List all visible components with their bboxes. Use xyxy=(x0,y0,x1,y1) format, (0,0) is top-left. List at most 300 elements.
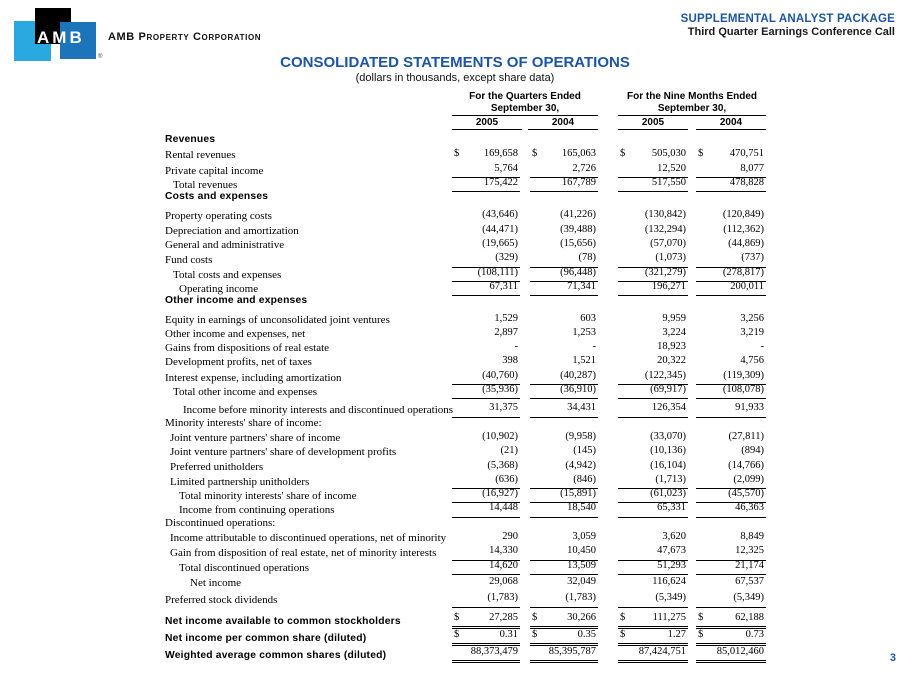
cell-value: 67,311 xyxy=(489,280,518,292)
value-cell xyxy=(530,628,598,646)
cell-value: (1,713) xyxy=(655,473,686,485)
value-cell xyxy=(530,401,598,417)
value-cell xyxy=(618,591,688,607)
cell-value: (96,448) xyxy=(560,266,596,278)
value-cell xyxy=(696,628,766,646)
row-label: Gain from disposition of real estate, net of minority interests xyxy=(170,547,437,560)
value-cell xyxy=(452,208,520,223)
value-cell xyxy=(452,354,520,369)
value-cell xyxy=(696,383,766,399)
cell-value: (44,471) xyxy=(482,223,518,235)
header-right xyxy=(681,13,895,38)
cell-value: (278,817) xyxy=(722,266,764,278)
value-cell xyxy=(696,326,766,341)
cell-value: (14,766) xyxy=(728,459,764,471)
value-cell xyxy=(452,611,520,629)
table-row xyxy=(165,223,766,237)
dollar-sign: $ xyxy=(698,148,704,160)
value-cell xyxy=(618,645,688,663)
cell-value: 14,620 xyxy=(489,559,518,571)
value-cell xyxy=(696,459,766,474)
cell-value: 34,431 xyxy=(567,402,596,414)
cell-value: (10,136) xyxy=(650,445,686,457)
year-header: 2004 xyxy=(696,117,766,130)
value-cell xyxy=(618,430,688,445)
cell-value: 21,174 xyxy=(735,559,764,571)
table-row xyxy=(165,575,766,589)
cell-value: (1,783) xyxy=(487,592,518,604)
cell-value: 505,030 xyxy=(651,148,686,160)
row-label: Rental revenues xyxy=(165,149,236,162)
company-name: AMB Property Corporation xyxy=(108,31,262,43)
value-cell xyxy=(618,326,688,341)
value-cell xyxy=(696,611,766,629)
row-label: Weighted average common shares (diluted) xyxy=(165,650,387,662)
cell-value: 4,756 xyxy=(740,355,764,367)
cell-value: (16,927) xyxy=(482,488,518,500)
value-cell xyxy=(452,559,520,575)
value-cell xyxy=(530,430,598,445)
value-cell xyxy=(530,444,598,459)
table-row xyxy=(165,416,766,430)
value-cell xyxy=(696,444,766,459)
value-cell xyxy=(696,645,766,663)
cell-value: 167,789 xyxy=(561,176,596,188)
table-row xyxy=(165,591,766,605)
cell-value: (108,111) xyxy=(477,266,518,278)
cell-value: (43,646) xyxy=(482,209,518,221)
cell-value: 2,726 xyxy=(572,162,596,174)
cell-value: 165,063 xyxy=(561,148,596,160)
cell-value: 3,219 xyxy=(740,326,764,338)
cell-value: (44,869) xyxy=(728,238,764,250)
row-label: Gains from dispositions of real estate xyxy=(165,342,330,355)
value-cell xyxy=(452,401,520,417)
cell-value: (41,226) xyxy=(560,209,596,221)
cell-value: (9,958) xyxy=(565,430,596,442)
table-row xyxy=(165,340,766,354)
cell-value: (35,936) xyxy=(482,384,518,396)
value-cell xyxy=(618,237,688,252)
cell-value: 398 xyxy=(502,355,518,367)
value-cell xyxy=(696,354,766,369)
cell-value: (78) xyxy=(578,252,596,264)
value-cell xyxy=(696,430,766,445)
row-label: Preferred stock dividends xyxy=(165,594,278,607)
cell-value: (4,942) xyxy=(565,459,596,471)
value-cell xyxy=(696,575,766,590)
row-label: Development profits, net of taxes xyxy=(165,356,312,369)
cell-value: (132,294) xyxy=(644,223,686,235)
table-row xyxy=(165,251,766,265)
value-cell xyxy=(452,501,520,517)
year-header: 2005 xyxy=(452,117,522,130)
row-label: Income before minority interests and discontinued operations xyxy=(183,404,454,417)
value-cell xyxy=(696,559,766,575)
cell-value: (1,783) xyxy=(565,592,596,604)
row-label: Total minority interests' share of income xyxy=(179,490,357,503)
value-cell xyxy=(696,591,766,607)
value-cell xyxy=(618,501,688,517)
cell-value: 1,253 xyxy=(572,326,596,338)
year-header: 2004 xyxy=(528,117,598,130)
value-cell xyxy=(618,459,688,474)
row-label: Joint venture partners' share of income xyxy=(170,431,341,444)
row-label: Operating income xyxy=(179,282,259,295)
value-cell xyxy=(618,611,688,629)
column-group-title: For the Nine Months Ended xyxy=(627,91,757,102)
cell-value: (15,891) xyxy=(560,488,596,500)
value-cell xyxy=(618,223,688,238)
value-cell xyxy=(452,312,520,327)
cell-value: 12,520 xyxy=(657,162,686,174)
value-cell xyxy=(530,312,598,327)
cell-value: (737) xyxy=(741,252,764,264)
value-cell xyxy=(618,208,688,223)
table-row xyxy=(165,162,766,176)
value-cell xyxy=(452,444,520,459)
cell-value: 8,849 xyxy=(740,531,764,543)
cell-value: 116,624 xyxy=(652,575,686,587)
cell-value: 126,354 xyxy=(651,402,686,414)
row-label: Total other income and expenses xyxy=(173,386,318,399)
cell-value: (15,656) xyxy=(560,238,596,250)
cell-value: 85,012,460 xyxy=(716,646,764,658)
value-cell xyxy=(452,237,520,252)
cell-value: 12,325 xyxy=(735,545,764,557)
value-cell xyxy=(530,208,598,223)
row-label: Total discontinued operations xyxy=(179,561,309,574)
cell-value: (2,099) xyxy=(733,473,764,485)
row-label: Private capital income xyxy=(165,164,264,177)
value-cell xyxy=(530,383,598,399)
value-cell xyxy=(530,340,598,355)
cell-value: (45,570) xyxy=(728,488,764,500)
cell-value: (21) xyxy=(500,445,518,457)
cell-value: (112,362) xyxy=(723,223,764,235)
cell-value: (894) xyxy=(741,445,764,457)
value-cell xyxy=(452,383,520,399)
cell-value: 3,620 xyxy=(662,531,686,543)
table-row xyxy=(165,369,766,383)
cell-value: 85,395,787 xyxy=(548,646,596,658)
cell-value: 71,341 xyxy=(567,280,596,292)
value-cell xyxy=(696,401,766,417)
table-header xyxy=(165,91,766,133)
value-cell xyxy=(452,530,520,545)
cell-value: 62,188 xyxy=(735,611,764,623)
page-number: 3 xyxy=(889,652,896,664)
cell-value: 46,363 xyxy=(735,502,764,514)
cell-value: 290 xyxy=(502,531,518,543)
dollar-sign: $ xyxy=(532,148,538,160)
table-row xyxy=(165,208,766,222)
row-label: Depreciation and amortization xyxy=(165,224,299,237)
table-row xyxy=(165,354,766,368)
statement-rows xyxy=(165,133,766,662)
cell-value: 1.27 xyxy=(667,628,686,640)
cell-value: - xyxy=(592,341,596,353)
value-cell xyxy=(452,176,520,192)
value-cell xyxy=(696,176,766,192)
cell-value: 603 xyxy=(580,312,596,324)
value-cell xyxy=(618,444,688,459)
cell-value: (69,917) xyxy=(650,384,686,396)
cell-value: 47,673 xyxy=(657,545,686,557)
table-row xyxy=(165,516,766,530)
value-cell xyxy=(696,340,766,355)
row-label: Net income per common share (diluted) xyxy=(165,632,367,644)
cell-value: 478,828 xyxy=(729,176,764,188)
value-cell xyxy=(696,501,766,517)
cell-value: (39,488) xyxy=(560,223,596,235)
row-label: Net income available to common stockholders xyxy=(165,615,401,627)
value-cell xyxy=(452,645,520,663)
table-row xyxy=(165,430,766,444)
cell-value: (10,902) xyxy=(482,430,518,442)
value-cell xyxy=(530,575,598,590)
row-label: Income attributable to discontinued operations, net of minority xyxy=(170,532,447,545)
row-label: Minority interests' share of income: xyxy=(165,416,322,429)
cell-value: 87,424,751 xyxy=(638,646,686,658)
table-row xyxy=(165,237,766,251)
value-cell xyxy=(530,611,598,629)
row-label: Total revenues xyxy=(173,178,238,191)
cell-value: 3,224 xyxy=(662,326,686,338)
cell-value: - xyxy=(514,341,518,353)
cell-value: 13,509 xyxy=(567,559,596,571)
cell-value: (40,760) xyxy=(482,369,518,381)
value-cell xyxy=(530,559,598,575)
value-cell xyxy=(696,208,766,223)
cell-value: 51,293 xyxy=(657,559,686,571)
value-cell xyxy=(618,383,688,399)
value-cell xyxy=(618,354,688,369)
logo-text: AMB xyxy=(37,28,85,47)
page-title: CONSOLIDATED STATEMENTS OF OPERATIONS xyxy=(280,54,630,71)
row-label: Costs and expenses xyxy=(165,191,269,203)
cell-value: (120,849) xyxy=(722,209,764,221)
cell-value: (16,104) xyxy=(650,459,686,471)
cell-value: (119,309) xyxy=(723,369,764,381)
table-row xyxy=(165,280,766,294)
cell-value: 517,550 xyxy=(651,176,686,188)
table-row xyxy=(165,176,766,190)
value-cell xyxy=(452,628,520,646)
column-group-date: September 30, xyxy=(452,103,598,116)
cell-value: (61,023) xyxy=(650,488,686,500)
cell-value: 9,959 xyxy=(662,312,686,324)
table-row xyxy=(165,628,766,642)
table-row xyxy=(165,544,766,558)
value-cell xyxy=(618,176,688,192)
cell-value: 111,275 xyxy=(652,611,686,623)
value-cell xyxy=(452,326,520,341)
cell-value: (130,842) xyxy=(644,209,686,221)
row-label: Fund costs xyxy=(165,254,213,267)
cell-value: (40,287) xyxy=(560,369,596,381)
dollar-sign: $ xyxy=(620,628,626,640)
value-cell xyxy=(618,401,688,417)
row-label: Revenues xyxy=(165,134,216,145)
cell-value: (36,910) xyxy=(560,384,596,396)
row-label: Income from continuing operations xyxy=(179,504,335,517)
cell-value: 200,011 xyxy=(730,280,764,292)
cell-value: (321,279) xyxy=(644,266,686,278)
nine-months-column-group xyxy=(618,91,766,130)
dollar-sign: $ xyxy=(698,611,704,623)
cell-value: 1,529 xyxy=(494,312,518,324)
value-cell xyxy=(696,237,766,252)
cell-value: 31,375 xyxy=(489,402,518,414)
cell-value: 14,330 xyxy=(489,545,518,557)
cell-value: (145) xyxy=(573,445,596,457)
value-cell xyxy=(530,326,598,341)
table-row xyxy=(165,501,766,515)
cell-value: 29,068 xyxy=(489,575,518,587)
cell-value: 470,751 xyxy=(729,148,764,160)
table-row xyxy=(165,444,766,458)
value-cell xyxy=(452,459,520,474)
cell-value: 18,923 xyxy=(657,341,686,353)
cell-value: 91,933 xyxy=(735,402,764,414)
page-subtitle: (dollars in thousands, except share data) xyxy=(355,72,555,84)
cell-value: 3,059 xyxy=(572,531,596,543)
registered-trademark-icon: ® xyxy=(98,54,103,60)
value-cell xyxy=(452,575,520,590)
table-row xyxy=(165,312,766,326)
cell-value: (27,811) xyxy=(728,430,764,442)
row-label: Other income and expenses xyxy=(165,295,308,307)
table-row xyxy=(165,645,766,662)
cell-value: 67,537 xyxy=(735,575,764,587)
dollar-sign: $ xyxy=(620,148,626,160)
row-label: Equity in earnings of unconsolidated joint ventures xyxy=(165,313,390,326)
row-label: Other income and expenses, net xyxy=(165,327,306,340)
value-cell xyxy=(618,530,688,545)
cell-value: 175,422 xyxy=(483,176,518,188)
value-cell xyxy=(452,340,520,355)
cell-value: 169,658 xyxy=(483,148,518,160)
cell-value: 0.73 xyxy=(745,628,764,640)
conference-call-subtitle: Third Quarter Earnings Conference Call xyxy=(687,26,895,38)
value-cell xyxy=(530,501,598,517)
table-row xyxy=(165,147,766,161)
row-label: Total costs and expenses xyxy=(173,268,282,281)
cell-value: 3,256 xyxy=(740,312,764,324)
cell-value: 2,897 xyxy=(494,326,518,338)
value-cell xyxy=(530,223,598,238)
table-row xyxy=(165,473,766,487)
value-cell xyxy=(618,280,688,296)
row-label: Joint venture partners' share of development profits xyxy=(170,446,397,459)
cell-value: 10,450 xyxy=(567,545,596,557)
package-title: SUPPLEMENTAL ANALYST PACKAGE xyxy=(680,13,895,25)
value-cell xyxy=(452,147,520,162)
value-cell xyxy=(696,312,766,327)
column-group-date: September 30, xyxy=(618,103,766,116)
cell-value: - xyxy=(760,341,764,353)
table-row xyxy=(165,133,766,147)
column-group-title: For the Quarters Ended xyxy=(469,91,581,102)
cell-value: 65,331 xyxy=(657,502,686,514)
cell-value: 20,322 xyxy=(657,355,686,367)
value-cell xyxy=(618,147,688,162)
row-label: Discontinued operations: xyxy=(165,516,276,529)
cell-value: 0.35 xyxy=(577,628,596,640)
table-row xyxy=(165,487,766,501)
cell-value: 32,049 xyxy=(567,575,596,587)
row-label: General and administrative xyxy=(165,239,285,252)
dollar-sign: $ xyxy=(620,611,626,623)
value-cell xyxy=(452,223,520,238)
value-cell xyxy=(696,223,766,238)
cell-value: 0.31 xyxy=(499,628,518,640)
cell-value: (5,349) xyxy=(733,592,764,604)
table-row xyxy=(165,559,766,573)
table-row xyxy=(165,294,766,308)
dollar-sign: $ xyxy=(454,628,460,640)
dollar-sign: $ xyxy=(454,148,460,160)
row-label: Interest expense, including amortization xyxy=(165,371,342,384)
table-row xyxy=(165,326,766,340)
value-cell xyxy=(530,459,598,474)
value-cell xyxy=(618,312,688,327)
cell-value: 18,540 xyxy=(567,502,596,514)
year-header: 2005 xyxy=(618,117,688,130)
value-cell xyxy=(530,280,598,296)
value-cell xyxy=(696,530,766,545)
value-cell xyxy=(452,591,520,607)
cell-value: (1,073) xyxy=(655,252,686,264)
value-cell xyxy=(530,645,598,663)
statement-table xyxy=(165,91,766,662)
cell-value: (108,078) xyxy=(722,384,764,396)
cell-value: (19,665) xyxy=(482,238,518,250)
value-cell xyxy=(530,147,598,162)
row-label: Limited partnership unitholders xyxy=(170,475,310,488)
cell-value: (57,070) xyxy=(650,238,686,250)
row-label: Property operating costs xyxy=(165,210,272,223)
value-cell xyxy=(618,628,688,646)
cell-value: 14,448 xyxy=(489,502,518,514)
row-label: Preferred unitholders xyxy=(170,460,264,473)
dollar-sign: $ xyxy=(532,611,538,623)
value-cell xyxy=(452,280,520,296)
cell-value: (846) xyxy=(573,473,596,485)
value-cell xyxy=(530,591,598,607)
dollar-sign: $ xyxy=(698,628,704,640)
value-cell xyxy=(696,280,766,296)
table-row xyxy=(165,383,766,397)
value-cell xyxy=(618,340,688,355)
cell-value: 5,764 xyxy=(494,162,518,174)
cell-value: (5,349) xyxy=(655,592,686,604)
cell-value: 1,521 xyxy=(572,355,596,367)
table-row xyxy=(165,530,766,544)
cell-value: (5,368) xyxy=(487,459,518,471)
dollar-sign: $ xyxy=(532,628,538,640)
cell-value: (122,345) xyxy=(644,369,686,381)
table-row xyxy=(165,266,766,280)
cell-value: 88,373,479 xyxy=(470,646,518,658)
cell-value: 196,271 xyxy=(651,280,686,292)
dollar-sign: $ xyxy=(454,611,460,623)
quarters-column-group xyxy=(452,91,598,130)
value-cell xyxy=(530,530,598,545)
cell-value: 27,285 xyxy=(489,611,518,623)
table-row xyxy=(165,190,766,204)
